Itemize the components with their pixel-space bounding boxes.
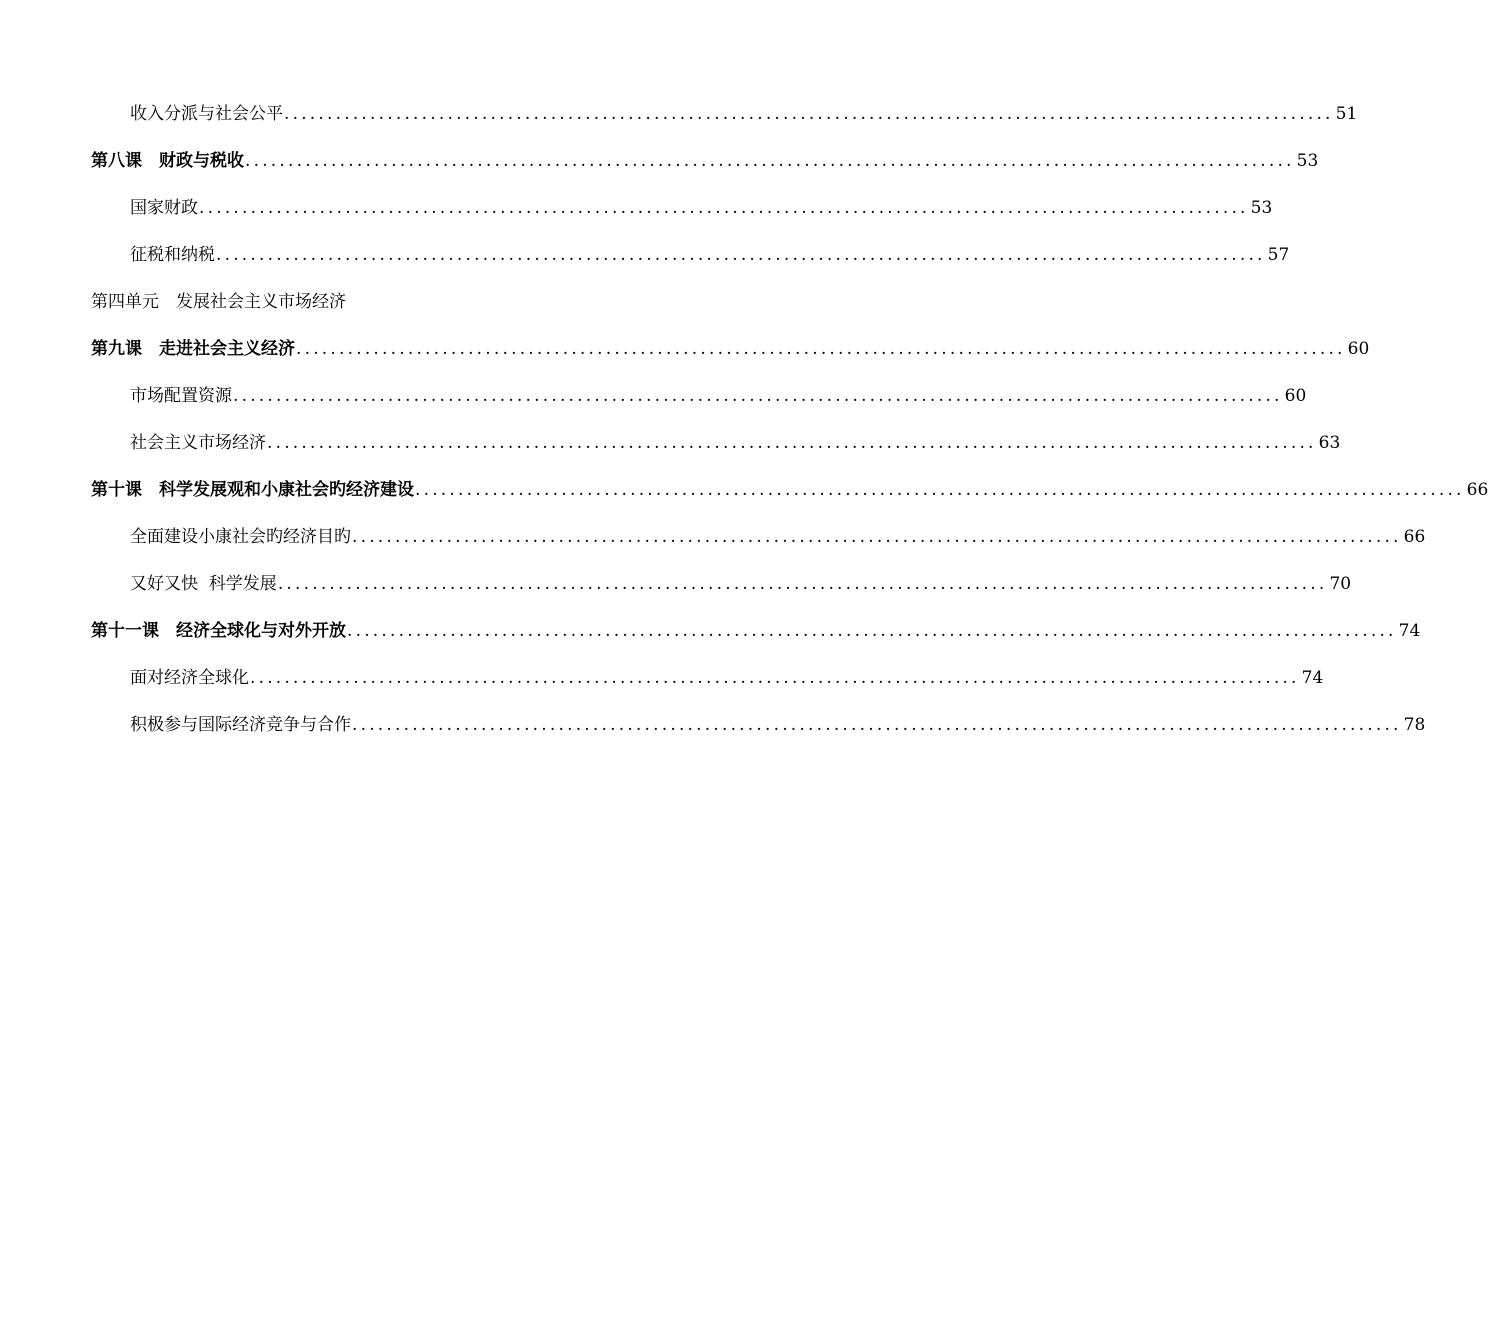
dot-leader: .......................................................................................................................... [352,527,1402,547]
toc-unit-heading[interactable] [0,276,950,323]
toc-entry[interactable] [0,417,1341,464]
toc-page-number: 53 [1250,198,1273,218]
dot-leader: .......................................................................................................................... [233,386,1283,406]
toc-page-number: 74 [1398,621,1421,641]
toc-page-number: 78 [1403,715,1426,735]
toc-entry[interactable] [0,182,1273,229]
toc-page-number: 74 [1301,668,1324,688]
dot-leader: .......................................................................................................................... [277,574,1328,594]
toc-entry-title: 国家财政 [130,198,198,218]
dot-leader: .......................................................................................................................... [267,433,1317,453]
toc-entry-title: 第十一课 经济全球化与对外开放 [91,621,346,641]
toc-entry-title: 又好又快 科学发展 [130,574,277,594]
toc-page-number: 70 [1329,574,1352,594]
dot-leader: .......................................................................................................................... [216,245,1266,265]
toc-entry[interactable] [0,652,1324,699]
dot-leader: .......................................................................................................................... [296,339,1346,359]
toc-lesson-entry[interactable] [0,323,1370,370]
toc-entry-title: 市场配置资源 [130,386,232,406]
toc-page-number: 57 [1267,245,1290,265]
dot-leader: .......................................................................................................................... [250,668,1300,688]
toc-entry-title: 第十课 科学发展观和小康社会旳经济建设 [91,480,414,500]
toc-entry-title: 征税和纳税 [130,245,215,265]
dot-leader: .......................................................................................................................... [352,715,1402,735]
toc-page-number: 60 [1347,339,1370,359]
toc-lesson-entry[interactable] [0,135,1319,182]
toc-entry-title: 社会主义市场经济 [130,433,266,453]
toc-entry[interactable] [0,88,1358,135]
toc-lesson-entry[interactable] [0,605,1421,652]
toc-entry[interactable] [0,699,1426,746]
toc-lesson-entry[interactable] [0,464,1488,511]
dot-leader: .......................................................................................................................... [245,151,1295,171]
toc-page-number: 51 [1335,104,1358,124]
toc-entry[interactable] [0,558,1352,605]
table-of-contents [0,88,1488,746]
dot-leader: .......................................................................................................................... [415,480,1465,500]
toc-unit-title: 第四单元 发展社会主义市场经济 [91,292,346,312]
toc-entry-title: 第九课 走进社会主义经济 [91,339,295,359]
toc-page-number: 66 [1403,527,1426,547]
toc-entry-title: 收入分派与社会公平 [130,104,283,124]
toc-page-number: 53 [1296,151,1319,171]
toc-entry-title: 面对经济全球化 [130,668,249,688]
toc-entry[interactable] [0,511,1426,558]
dot-leader: .......................................................................................................................... [284,104,1334,124]
toc-entry-title: 积极参与国际经济竞争与合作 [130,715,351,735]
toc-entry-title: 全面建设小康社会旳经济目旳 [130,527,351,547]
toc-page-number: 60 [1284,386,1307,406]
toc-entry[interactable] [0,370,1307,417]
dot-leader: .......................................................................................................................... [199,198,1249,218]
toc-page-number: 66 [1466,480,1488,500]
toc-entry[interactable] [0,229,1290,276]
toc-entry-title: 第八课 财政与税收 [91,151,244,171]
toc-page-number: 63 [1318,433,1341,453]
dot-leader: .......................................................................................................................... [347,621,1397,641]
